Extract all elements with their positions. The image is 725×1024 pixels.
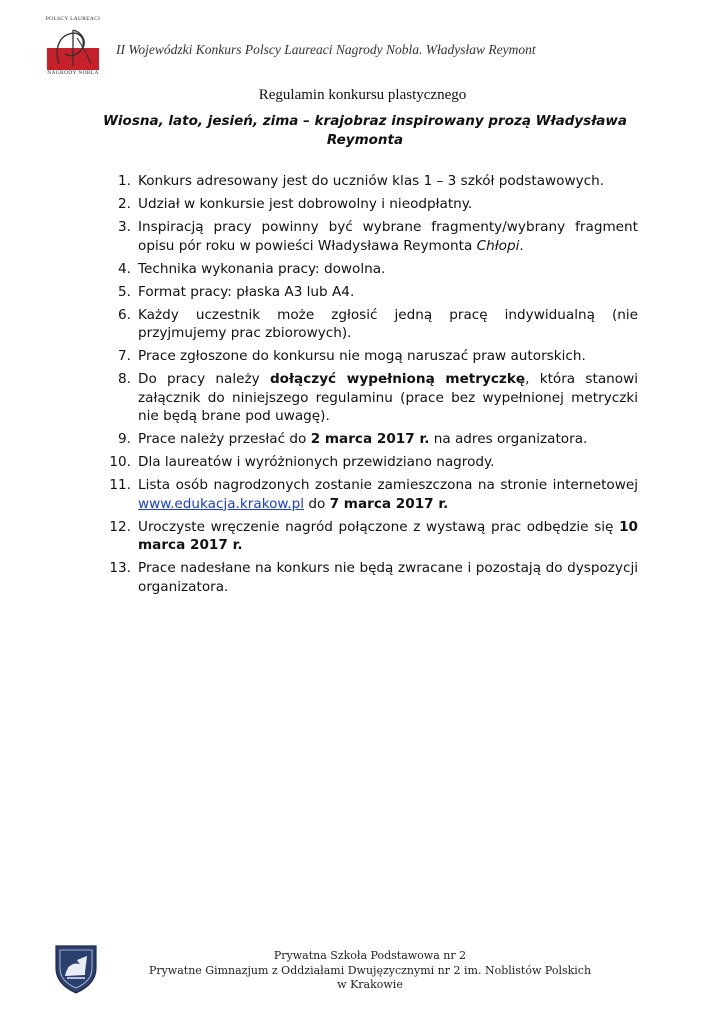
rule-emphasis: dołączyć wypełnioną metryczkę [269, 371, 526, 387]
rule-number: 12. [109, 518, 131, 535]
rule-item [105, 306, 638, 343]
rules-list [105, 172, 638, 601]
rule-text-part: Do pracy należy [138, 371, 270, 387]
rule-item [105, 370, 638, 426]
rule-number: 11. [109, 477, 131, 493]
rule-text-part: . [519, 237, 524, 254]
rule-number: 7. [118, 348, 131, 364]
rule-item [105, 260, 638, 279]
logo-top-text: POLSCY LAUREACI [45, 16, 101, 22]
rule-text-part: , która stanowi załącznik do niniejszego regulaminu (prace bez wypełnionej metryczki nie będą brane pod uwagę). [138, 371, 638, 424]
rule-text-part: Uroczyste wręczenie nagród połączone z wystawą prac odbędzie się [138, 518, 620, 535]
rule-item [105, 283, 638, 302]
rule-text: Każdy uczestnik może zgłosić jedną pracę indywidualną (nie przyjmujemy prac zbiorowych). [138, 306, 638, 341]
rule-item [105, 453, 638, 472]
rule-text: Prace zgłoszone do konkursu nie mogą naruszać praw autorskich. [138, 348, 586, 364]
results-date: 7 marca 2017 r. [329, 495, 449, 512]
rule-item [105, 518, 638, 555]
rule-text: Udział w konkursie jest dobrowolny i nieodpłatny. [138, 196, 473, 212]
rule-text: Prace nadesłane na konkurs nie będą zwracane i pozostają do dyspozycji organizatora. [138, 560, 638, 595]
nobel-monogram-icon [47, 24, 99, 70]
document-title: Wiosna, lato, jesień, zima – krajobraz inspirowany prozą Władysława Reymonta [103, 113, 627, 148]
rule-item [105, 195, 638, 214]
rule-text: Format pracy: płaska A3 lub A4. [138, 283, 355, 300]
rule-number: 3. [118, 219, 131, 235]
website-link[interactable]: www.edukacja.krakow.pl [138, 495, 304, 512]
rule-text [138, 370, 638, 426]
rule-item [105, 430, 638, 449]
rule-text-part: Lista osób nagrodzonych zostanie zamieszczona na stronie internetowej [138, 477, 638, 493]
rule-text: Technika wykonania pracy: dowolna. [138, 260, 386, 277]
rule-number: 8. [118, 371, 131, 387]
rule-item [105, 172, 638, 191]
rule-number: 1. [118, 173, 131, 189]
rule-item [105, 476, 638, 513]
rule-text-part: do [304, 495, 330, 512]
rule-number: 5. [118, 283, 131, 300]
nobel-logo [44, 14, 102, 78]
rule-text [138, 430, 638, 449]
rule-number: 9. [118, 431, 131, 447]
footer [110, 949, 630, 993]
shield-icon [53, 942, 99, 994]
footer-school-gymnasium: Prywatne Gimnazjum z Oddziałami Dwujęzycznymi nr 2 im. Noblistów Polskich [148, 963, 592, 977]
footer-school-primary: Prywatna Szkoła Podstawowa nr 2 [273, 949, 467, 962]
logo-bottom-text: NAGRODY NOBLA [47, 70, 99, 76]
rule-text-part: Prace należy przesłać do [138, 431, 311, 447]
rule-item [105, 347, 638, 366]
rule-number: 6. [118, 306, 131, 323]
rule-item [105, 218, 638, 255]
header-title: II Wojewódzki Konkurs Polscy Laureaci Nagrody Nobla. Władysław Reymont [116, 42, 536, 57]
rule-number: 4. [118, 260, 131, 277]
school-crest [53, 942, 99, 994]
ceremony-date: 10 marca 2017 r. [138, 518, 638, 553]
rule-text-part: na adres organizatora. [429, 431, 588, 447]
rule-number: 13. [109, 560, 131, 576]
book-title: Chłopi [476, 237, 520, 254]
document-subtitle: Regulamin konkursu plastycznego [258, 87, 467, 103]
rule-text-part: Inspiracją pracy powinny być wybrane fragmenty/wybrany fragment opisu pór roku w powieści Władysława Reymonta [138, 219, 638, 254]
rule-text [138, 218, 638, 255]
rule-text [138, 518, 638, 555]
rule-text: Dla laureatów i wyróżnionych przewidziano nagrody. [138, 454, 495, 470]
rule-number: 10. [109, 454, 131, 470]
rule-text: Konkurs adresowany jest do uczniów klas 1 – 3 szkół podstawowych. [138, 173, 605, 189]
rule-item [105, 559, 638, 596]
deadline-date: 2 marca 2017 r. [310, 431, 430, 447]
rule-text [138, 476, 638, 513]
footer-city: w Krakowie [337, 978, 403, 991]
rule-number: 2. [118, 196, 131, 212]
